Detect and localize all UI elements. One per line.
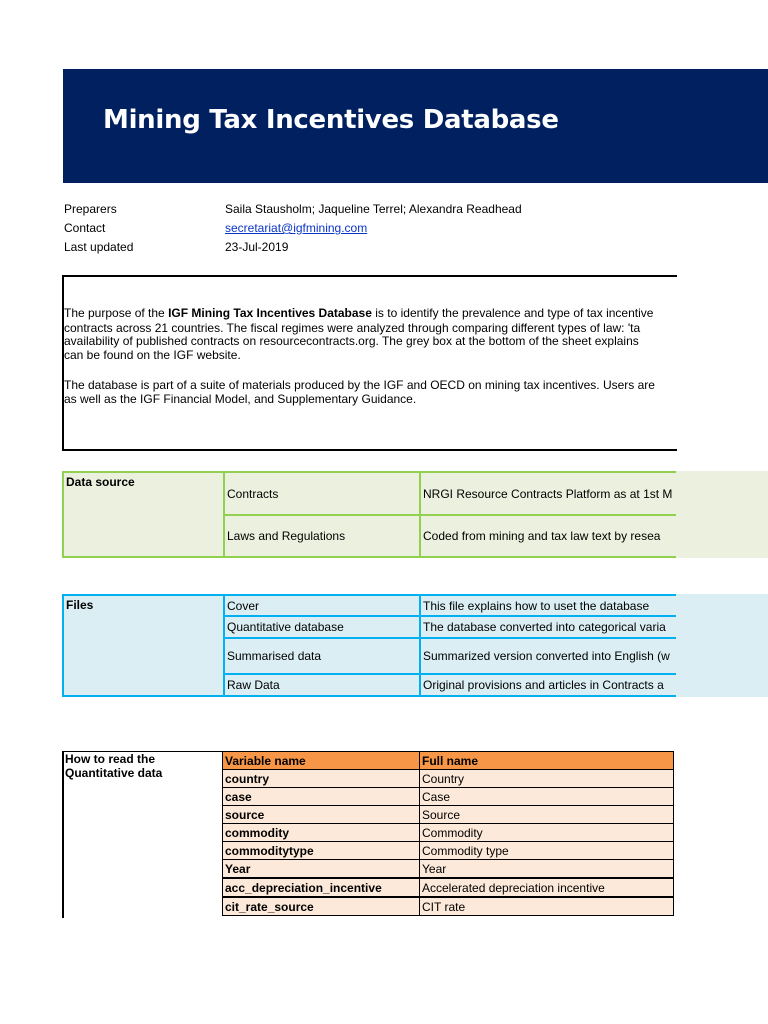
intro-text: is to identify the prevalence and type of tax incentive: [371, 306, 654, 320]
intro-text: The purpose of the: [64, 306, 169, 320]
intro-line: as well as the IGF Financial Model, and Supplementary Guidance.: [64, 392, 417, 406]
file-cover-name: Cover: [223, 594, 421, 617]
preparers-label: Preparers: [64, 202, 117, 216]
file-raw-desc: Original provisions and articles in Contracts a: [419, 673, 676, 697]
file-raw-name: Raw Data: [223, 673, 421, 697]
data-source-contracts-desc: NRGI Resource Contracts Platform as at 1st M: [419, 471, 676, 516]
howto-label-line: How to read the: [65, 752, 156, 766]
preparers-value: Saila Stausholm; Jaqueline Terrel; Alexandra Readhead: [225, 202, 522, 216]
howto-label-line: Quantitative data: [65, 766, 163, 780]
file-cover-desc: This file explains how to uset the database: [419, 594, 676, 617]
table-row-full: Commodity: [419, 823, 674, 842]
intro-line: The database is part of a suite of materials produced by the IGF and OECD on mining tax incentives. Users are: [64, 378, 655, 392]
table-row-full: Commodity type: [419, 841, 674, 860]
file-summary-name: Summarised data: [223, 637, 421, 675]
table-row-full: CIT rate: [419, 897, 674, 916]
table-row-full: Country: [419, 769, 674, 788]
file-summary-desc: Summarized version converted into English (w: [419, 637, 676, 675]
contact-label: Contact: [64, 221, 106, 235]
file-quant-name: Quantitative database: [223, 615, 421, 639]
last-updated-value: 23-Jul-2019: [225, 240, 289, 254]
last-updated-label: Last updated: [64, 240, 134, 254]
intro-line: can be found on the IGF website.: [64, 348, 241, 362]
table-row-full: Source: [419, 805, 674, 824]
howto-left-border: [62, 751, 64, 918]
intro-line: availability of published contracts on resourcecontracts.org. The grey box at the bottom of the sheet explains: [64, 334, 639, 348]
table-row-var: Year: [222, 859, 420, 878]
table-row-full: Year: [419, 859, 674, 878]
data-source-laws-name: Laws and Regulations: [223, 514, 421, 558]
title-banner: [63, 69, 768, 183]
table-row-full: Case: [419, 787, 674, 806]
file-quant-desc: The database converted into categorical varia: [419, 615, 676, 639]
intro-database-name: IGF Mining Tax Incentives Database: [168, 306, 372, 320]
files-label: Files: [62, 594, 225, 697]
table-row-var: cit_rate_source: [222, 897, 420, 916]
data-source-background: [676, 471, 768, 558]
page-title: Mining Tax Incentives Database: [103, 105, 559, 135]
table-row-var: source: [222, 805, 420, 824]
data-source-label: Data source: [62, 471, 225, 558]
table-row-var: country: [222, 769, 420, 788]
data-source-laws-desc: Coded from mining and tax law text by resea: [419, 514, 676, 558]
table-row-var: acc_depreciation_incentive: [222, 878, 420, 897]
contact-email-link[interactable]: secretariat@igfmining.com: [225, 221, 368, 235]
intro-line: contracts across 21 countries. The fiscal regimes were analyzed through comparing different types of law: 'ta: [64, 321, 641, 335]
intro-text-box: [62, 275, 677, 451]
data-source-contracts-name: Contracts: [223, 471, 421, 516]
files-background: [676, 594, 768, 697]
col-variable-name: Variable name: [222, 751, 420, 770]
table-row-var: case: [222, 787, 420, 806]
table-row-var: commodity: [222, 823, 420, 842]
howto-label: [65, 752, 162, 780]
table-row-var: commoditytype: [222, 841, 420, 860]
intro-line: [64, 306, 653, 321]
table-row-full: Accelerated depreciation incentive: [419, 878, 674, 897]
col-full-name: Full name: [419, 751, 674, 770]
